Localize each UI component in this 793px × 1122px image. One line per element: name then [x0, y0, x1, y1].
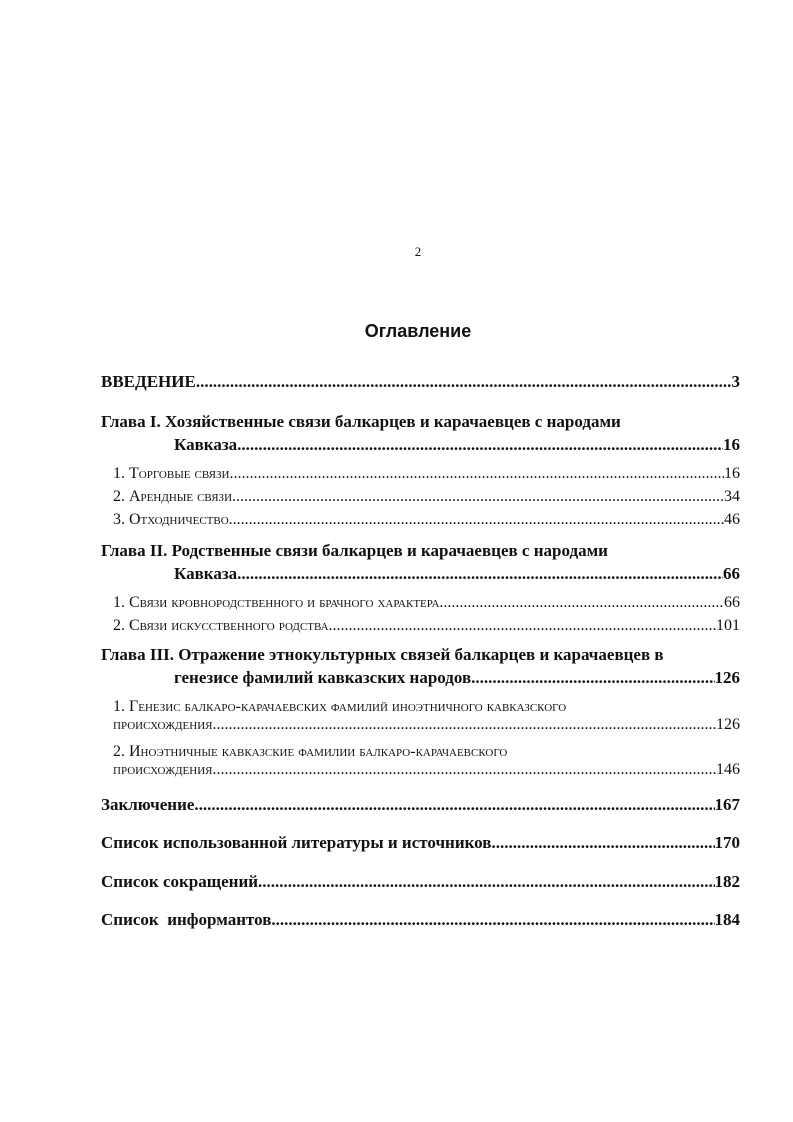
toc-section-1-3[interactable]: [101, 511, 740, 529]
chapter-title-line2: генезисе фамилий кавказских народов: [174, 668, 472, 687]
dot-leader: [213, 761, 717, 779]
toc-section-2-2[interactable]: [101, 617, 740, 635]
toc-chapter-2[interactable]: [101, 541, 740, 584]
section-title: 3. Отходничество: [113, 511, 229, 528]
toc-page-number: 66: [724, 594, 740, 611]
toc-section-1-2[interactable]: [101, 488, 740, 506]
toc-section-2-1[interactable]: [101, 594, 740, 612]
toc-entry-title: ВВЕДЕНИЕ: [101, 372, 196, 391]
dot-leader: [258, 872, 714, 892]
chapter-title-line2: Кавказа.: [174, 564, 242, 583]
toc-page-number: 3: [731, 372, 740, 391]
chapter-title-line1: Глава II. Родственные связи балкарцев и карачаевцев с народами: [101, 541, 608, 560]
page-number: 2: [414, 244, 422, 259]
toc-page-number: 126: [714, 668, 740, 687]
toc-heading: Оглавление: [364, 321, 472, 341]
toc-entry-title: Список информантов: [101, 910, 272, 929]
section-title-line2: происхождения: [113, 716, 213, 733]
dot-leader: [241, 564, 723, 584]
toc-entry-title: Список использованной литературы и источников: [101, 833, 492, 852]
toc-section-1-1[interactable]: [101, 465, 740, 483]
toc-page-number: 16: [723, 435, 740, 454]
toc-page-number: 101: [716, 617, 740, 634]
toc-page-number: 46: [724, 511, 740, 528]
toc-entry-title: Заключение: [101, 795, 195, 814]
toc-entry-abbreviations[interactable]: [101, 872, 740, 892]
toc-section-3-2[interactable]: [101, 743, 740, 779]
dot-leader: [271, 910, 714, 930]
dot-leader: [229, 465, 724, 483]
chapter-title-line1: Глава I. Хозяйственные связи балкарцев и карачаевцев с народами: [101, 412, 621, 431]
dot-leader: [229, 511, 724, 529]
section-title-line1: 1. Генезис балкаро-карачаевских фамилий иноэтничного кавказского: [113, 698, 567, 715]
section-title: 1. Связи кровнородственного и брачного характера: [113, 594, 440, 611]
toc-chapter-3[interactable]: [101, 645, 740, 688]
toc-entry-title: Список сокращений: [101, 872, 259, 891]
toc-page-number: 167: [714, 795, 740, 814]
section-title-line2: происхождения: [113, 761, 213, 778]
dot-leader: [237, 435, 723, 455]
section-title: 2. Арендные связи: [113, 488, 233, 505]
dot-leader: [491, 833, 714, 853]
toc-entry-conclusion[interactable]: [101, 795, 740, 815]
toc-page-number: 182: [714, 872, 740, 891]
dot-leader: [232, 488, 724, 506]
toc-section-3-1[interactable]: [101, 698, 740, 734]
dot-leader: [196, 372, 732, 392]
toc-page-number: 34: [724, 488, 740, 505]
section-title-line1: 2. Иноэтничные кавказские фамилии балкаро-карачаевского: [113, 743, 508, 760]
section-title: 2. Связи искусственного родства: [113, 617, 329, 634]
toc-entry-intro[interactable]: [101, 372, 740, 392]
chapter-title-line2: Кавказа: [174, 435, 238, 454]
dot-leader: [213, 716, 717, 734]
toc-page-number: 184: [714, 910, 740, 929]
toc-page-number: 66: [723, 564, 740, 583]
dot-leader: [329, 617, 716, 635]
section-title: 1. Торговые связи: [113, 465, 230, 482]
toc-page-number: 16: [724, 465, 740, 482]
dot-leader: [439, 594, 724, 612]
toc-page-number: 146: [716, 761, 740, 778]
toc-entry-literature[interactable]: [101, 833, 740, 853]
toc-page-number: 126: [716, 716, 740, 733]
chapter-title-line1: Глава III. Отражение этнокультурных связей балкарцев и карачаевцев в: [101, 645, 664, 664]
dot-leader: [471, 668, 714, 688]
toc-entry-informants[interactable]: [101, 910, 740, 930]
dot-leader: [194, 795, 714, 815]
toc-page-number: 170: [714, 833, 740, 852]
toc-chapter-1[interactable]: [101, 412, 740, 455]
